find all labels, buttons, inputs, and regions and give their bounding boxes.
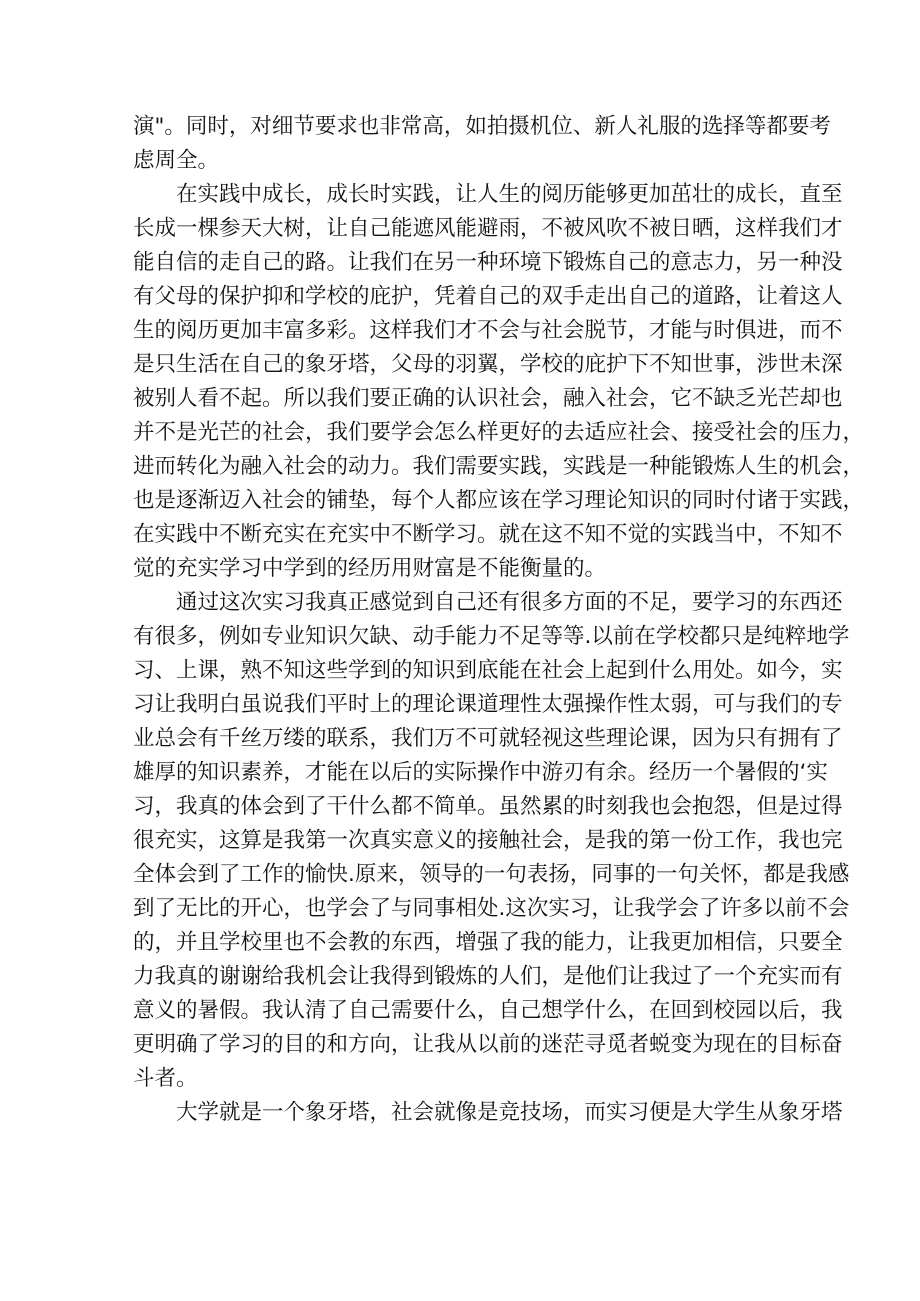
text-line: 通过这次实习我真正感觉到自己还有很多方面的不足，要学习的东西还 [176,590,843,615]
text-line: 习让我明白虽说我们平时上的理论课道理性太强操作性太弱，可与我们的专 [133,692,843,717]
text-line: 能自信的走自己的路。让我们在另一种环境下锻炼自己的意志力，另一种没 [133,250,843,275]
text-line: 业总会有千丝万缕的联系，我们万不可就轻视这些理论课，因为只有拥有了 [133,726,843,751]
text-line: 意义的暑假。我认清了自己需要什么，自己想学什么，在回到校园以后，我 [133,998,843,1023]
text-line: 习、上课，熟不知这些学到的知识到底能在社会上起到什么用处。如今，实 [133,658,843,683]
text-line: 有很多，例如专业知识欠缺、动手能力不足等等.以前在学校都只是纯粹地学 [133,624,850,649]
text-line: 雄厚的知识素养，才能在以后的实际操作中游刃有余。经历一个暑假的‘实 [133,760,828,785]
text-line: 生的阅历更加丰富多彩。这样我们才不会与社会脱节，才能与时俱进，而不 [133,318,843,343]
text-line: 是只生活在自己的象牙塔，父母的羽翼，学校的庇护下不知世事，涉世未深 [133,352,843,377]
text-line: 全体会到了工作的愉快.原来，领导的一句表扬，同事的一句关怀，都是我感 [133,862,850,887]
text-line: 的，并且学校里也不会教的东西，增强了我的能力，让我更加相信，只要全 [133,930,843,955]
text-line: 大学就是一个象牙塔，社会就像是竞技场，而实习便是大学生从象牙塔 [176,1100,843,1125]
paragraph [133,178,865,586]
paragraph [133,586,850,1096]
text-line: 虑周全。 [133,148,220,173]
text-line: 长成一棵参天大树，让自己能遮风能避雨，不被风吹不被日晒，这样我们才 [133,216,843,241]
text-line: 有父母的保护抑和学校的庇护，凭着自己的双手走出自己的道路，让着这人 [133,284,843,309]
text-line: 习，我真的体会到了干什么都不简单。虽然累的时刻我也会抱怨，但是过得 [133,794,843,819]
text-line: 也是逐渐迈入社会的铺垫，每个人都应该在学习理论知识的同时付诸于实践， [133,488,865,513]
text-line: 很充实，这算是我第一次真实意义的接触社会，是我的第一份工作，我也完 [133,828,843,853]
text-line: 被别人看不起。所以我们要正确的认识社会，融入社会，它不缺乏光芒却也 [133,386,843,411]
document-body [133,110,865,1130]
text-line: 力我真的谢谢给我机会让我得到锻炼的人们，是他们让我过了一个充实而有 [133,964,843,989]
text-line: 并不是光芒的社会，我们要学会怎么样更好的去适应社会、接受社会的压力， [133,420,865,445]
text-line: 斗者。 [133,1066,198,1091]
text-line: 在实践中成长，成长时实践，让人生的阅历能够更加茁壮的成长，直至 [176,182,843,207]
paragraph [133,1096,843,1130]
text-line: 进而转化为融入社会的动力。我们需要实践，实践是一种能锻炼人生的机会， [133,454,865,479]
text-line: 在实践中不断充实在充实中不断学习。就在这不知不觉的实践当中，不知不 [133,522,843,547]
paragraph [133,110,831,178]
text-line: 演"。同时，对细节要求也非常高，如拍摄机位、新人礼服的选择等都要考 [133,114,831,139]
text-line: 到了无比的开心，也学会了与同事相处.这次实习，让我学会了许多以前不会 [133,896,850,921]
text-line: 更明确了学习的目的和方向，让我从以前的迷茫寻觅者蜕变为现在的目标奋 [133,1032,843,1057]
text-line: 觉的充实学习中学到的经历用财富是不能衡量的。 [133,556,607,581]
